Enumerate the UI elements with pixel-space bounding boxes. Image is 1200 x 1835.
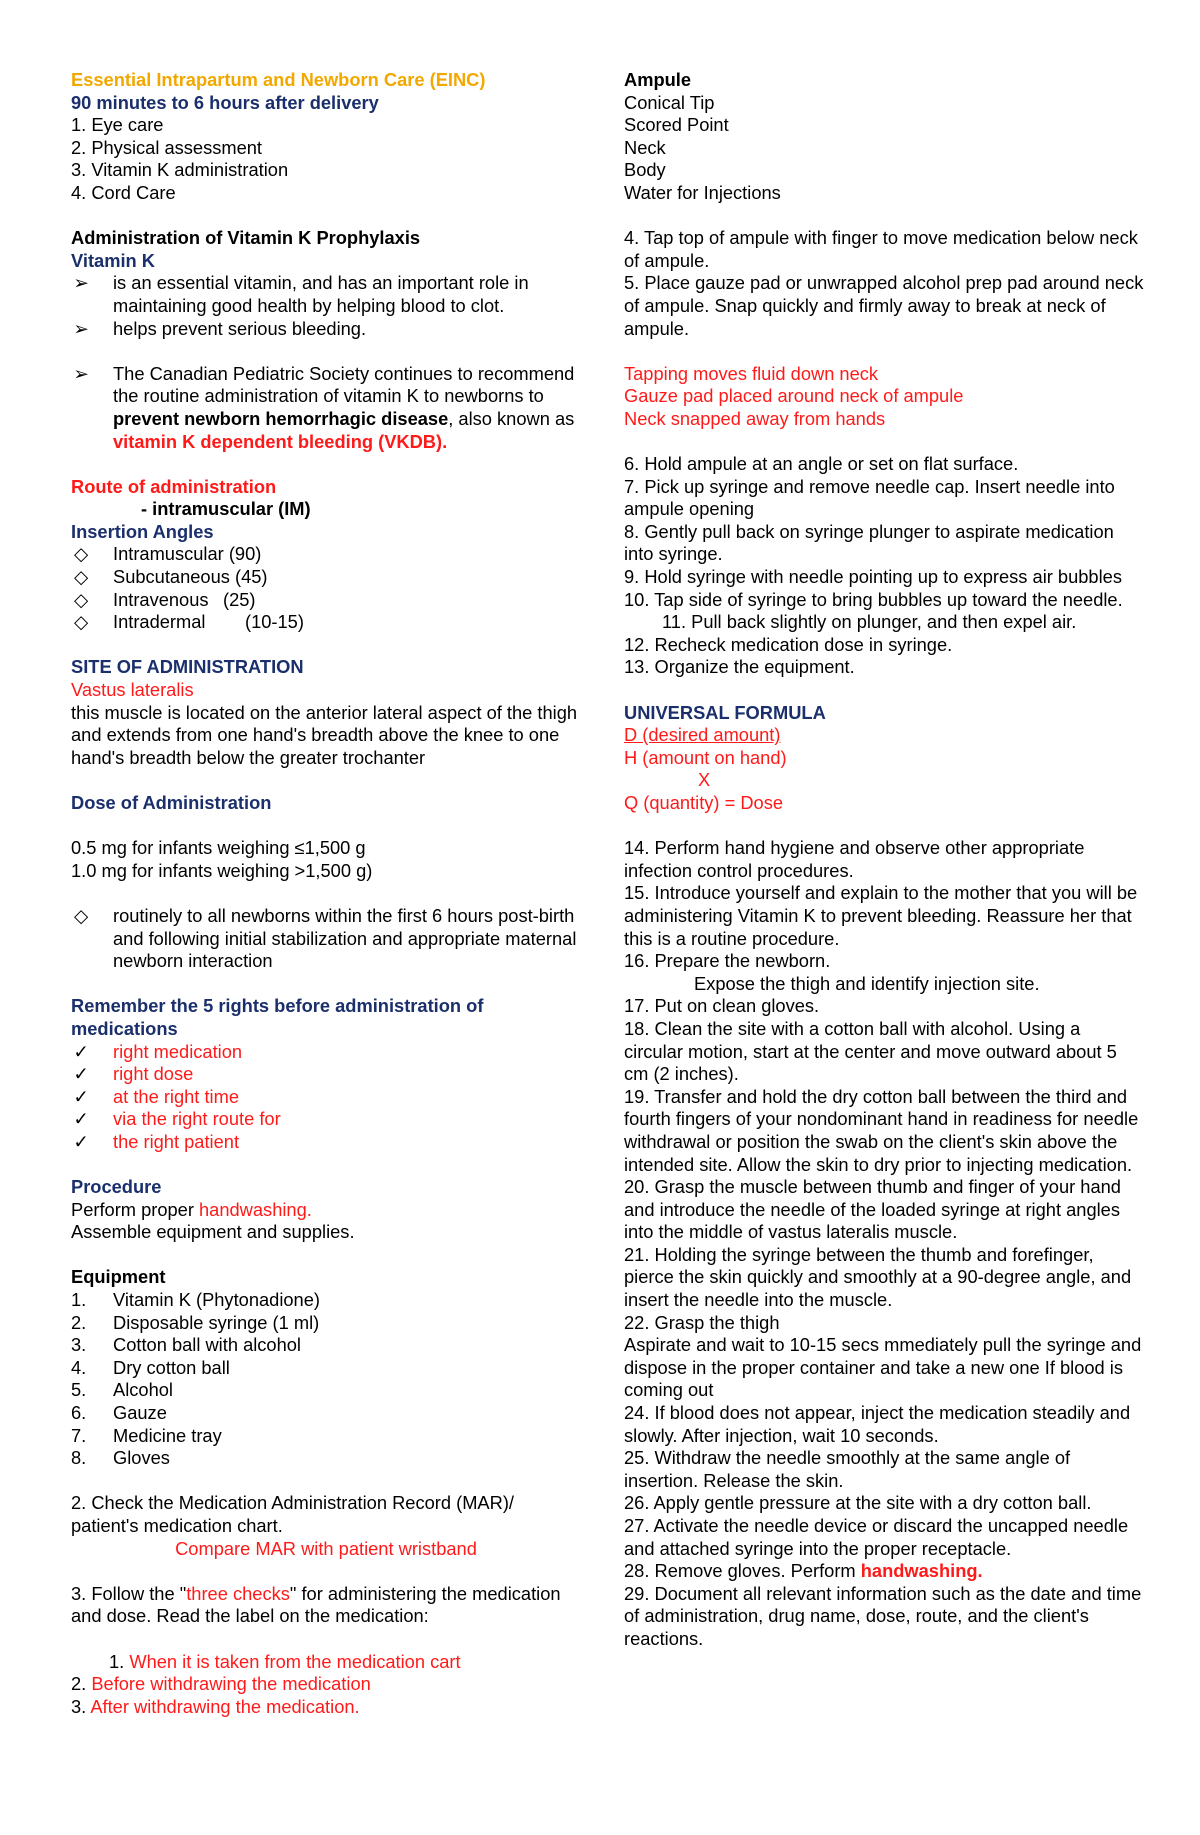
step-paragraph: 21. Holding the syringe between the thumb and forefinger, pierce the skin quickly and smoothly at a 90-degree angle, and insert the needle into the muscle. <box>624 1243 1132 1311</box>
ampule-part: Conical Tip <box>624 91 715 113</box>
step-paragraph: 17. Put on clean gloves. <box>624 995 820 1017</box>
dose-line: 0.5 mg for infants weighing ≤1,500 g <box>71 837 366 859</box>
arrow-bullet-icon: ➢ <box>73 317 89 339</box>
step-paragraph: 24. If blood does not appear, inject the medication steadily and slowly. After injection, wait 10 seconds. <box>624 1402 1131 1446</box>
step-paragraph: 25. Withdraw the needle smoothly at the same angle of insertion. Release the skin. <box>624 1447 1071 1491</box>
dose-line: 1.0 mg for infants weighing >1,500 g) <box>71 859 373 881</box>
route-value: - intramuscular (IM) <box>141 498 311 520</box>
arrow-bullet-icon: ➢ <box>73 272 89 294</box>
diamond-bullet-icon: ◇ <box>73 611 89 633</box>
diamond-bullet-icon: ◇ <box>73 543 89 565</box>
list-item: ➢ helps prevent serious bleeding. <box>71 318 581 341</box>
intro-item: 2. Physical assessment <box>71 136 263 158</box>
dose-heading: Dose of Administration <box>71 792 272 813</box>
step-paragraph: Expose the thigh and identify injection site. <box>694 972 1040 994</box>
rights-heading: Remember the 5 rights before administration of medications <box>71 995 484 1039</box>
list-item: ◇ Subcutaneous (45) <box>71 566 581 589</box>
red-note: Compare MAR with patient wristband <box>175 1537 477 1559</box>
list-item: 6. Gauze <box>71 1402 167 1424</box>
document-title: Essential Intrapartum and Newborn Care (EINC) <box>71 69 486 90</box>
ampule-part: Neck <box>624 136 666 158</box>
step-paragraph: 27. Activate the needle device or discard the uncapped needle and attached syringe into the proper receptacle. <box>624 1515 1129 1559</box>
ampule-part: Water for Injections <box>624 181 781 203</box>
step-paragraph: 20. Grasp the muscle between thumb and finger of your hand and introduce the needle of the loaded syringe at right angles into the middle of vastus lateralis muscle. <box>624 1176 1121 1243</box>
list-item: ✓ at the right time <box>71 1086 581 1109</box>
checkmark-icon: ✓ <box>73 1040 89 1062</box>
step-paragraph: 3. Follow the "three checks" for administering the medication and dose. Read the label on the medication: <box>71 1582 561 1627</box>
step-paragraph: 4. Tap top of ampule with finger to move medication below neck of ampule. <box>624 227 1138 271</box>
step-paragraph: 15. Introduce yourself and explain to the mother that you will be administering Vitamin K to prevent bleeding. Reassure her that this is a routine procedure. <box>624 882 1138 949</box>
formula-line: Q (quantity) = Dose <box>624 792 784 813</box>
list-item: 5. Alcohol <box>71 1379 173 1401</box>
step-paragraph: 10. Tap side of syringe to bring bubbles up toward the needle. <box>624 588 1123 610</box>
procedure-heading: Procedure <box>71 1176 162 1198</box>
step-paragraph: 22. Grasp the thigh <box>624 1311 780 1333</box>
intro-item: 3. Vitamin K administration <box>71 159 289 181</box>
list-item: ✓ the right patient <box>71 1131 581 1154</box>
left-column <box>71 69 581 1718</box>
step-paragraph: 19. Transfer and hold the dry cotton ball between the third and fourth fingers of your nondominant hand in readiness for needle withdrawal or position the swab on the client's skin above the intended site. Allow the skin to dry prior to injecting medication. <box>624 1085 1139 1175</box>
list-item: ✓ right medication <box>71 1041 581 1064</box>
step-paragraph: 12. Recheck medication dose in syringe. <box>624 633 953 655</box>
step-paragraph: 7. Pick up syringe and remove needle cap. Insert needle into ampule opening <box>624 475 1115 520</box>
red-note: Neck snapped away from hands <box>624 407 886 429</box>
angles-heading: Insertion Angles <box>71 520 214 542</box>
procedure-line: Assemble equipment and supplies. <box>71 1221 355 1243</box>
red-note: Gauze pad placed around neck of ampule <box>624 385 964 407</box>
formula-line: X <box>698 769 711 791</box>
list-item: 3. Cotton ball with alcohol <box>71 1334 301 1356</box>
step-paragraph: 5. Place gauze pad or unwrapped alcohol prep pad around neck of ampule. Snap quickly and firmly away to break at neck of ampule. <box>624 272 1144 339</box>
step-paragraph: 28. Remove gloves. Perform handwashing. <box>624 1560 983 1582</box>
formula-line: H (amount on hand) <box>624 746 787 768</box>
site-name: Vastus lateralis <box>71 679 194 701</box>
step-paragraph: Aspirate and wait to 10-15 secs mmediately pull the syringe and dispose in the proper container and take a new one If blood is coming out <box>624 1334 1142 1401</box>
step-paragraph: 9. Hold syringe with needle pointing up to express air bubbles <box>624 566 1122 588</box>
document-subtitle: 90 minutes to 6 hours after delivery <box>71 91 379 113</box>
formula-heading: UNIVERSAL FORMULA <box>624 701 826 723</box>
step-paragraph: 2. Check the Medication Administration Record (MAR)/ patient's medication chart. <box>71 1492 514 1536</box>
list-item: ◇ Intradermal (10-15) <box>71 611 581 634</box>
diamond-bullet-icon: ◇ <box>73 904 89 926</box>
list-item: ✓ via the right route for <box>71 1108 581 1131</box>
step-paragraph: 16. Prepare the newborn. <box>624 950 831 972</box>
step-paragraph: 26. Apply gentle pressure at the site with a dry cotton ball. <box>624 1492 1092 1514</box>
checkmark-icon: ✓ <box>73 1130 89 1152</box>
right-column <box>624 69 1144 1651</box>
list-item: ◇ routinely to all newborns within the first 6 hours post-birth and following initial stabilization and appropriate maternal newborn interaction <box>71 905 581 973</box>
list-item: ➢ is an essential vitamin, and has an important role in maintaining good health by helping blood to clot. <box>71 272 581 317</box>
list-item: 7. Medicine tray <box>71 1424 222 1446</box>
check-item: 2. Before withdrawing the medication <box>71 1673 371 1695</box>
intro-item: 4. Cord Care <box>71 181 176 203</box>
list-item: ◇ Intravenous (25) <box>71 589 581 612</box>
step-paragraph: 18. Clean the site with a cotton ball with alcohol. Using a circular motion, start at the center and move outward about 5 cm (2 inches). <box>624 1017 1117 1085</box>
diamond-bullet-icon: ◇ <box>73 566 89 588</box>
list-item: ✓ right dose <box>71 1063 581 1086</box>
ampule-part: Body <box>624 159 666 181</box>
vitk-heading: Administration of Vitamin K Prophylaxis <box>71 227 421 249</box>
checkmark-icon: ✓ <box>73 1063 89 1085</box>
diamond-bullet-icon: ◇ <box>73 588 89 610</box>
ampule-heading: Ampule <box>624 69 692 90</box>
list-item: 2. Disposable syringe (1 ml) <box>71 1311 320 1333</box>
route-heading: Route of administration <box>71 475 277 497</box>
list-item: 8. Gloves <box>71 1447 170 1469</box>
check-item: 1. When it is taken from the medication cart <box>109 1650 461 1672</box>
red-note: Tapping moves fluid down neck <box>624 362 879 384</box>
intro-item: 1. Eye care <box>71 114 164 136</box>
equipment-heading: Equipment <box>71 1266 166 1288</box>
vitk-subheading: Vitamin K <box>71 249 155 271</box>
step-paragraph: 11. Pull back slightly on plunger, and then expel air. <box>662 611 1077 633</box>
site-heading: SITE OF ADMINISTRATION <box>71 656 304 678</box>
site-description: this muscle is located on the anterior lateral aspect of the thigh and extends from one hand's breadth above the knee to one hand's breadth below the greater trochanter <box>71 701 578 768</box>
list-item: 1. Vitamin K (Phytonadione) <box>71 1289 320 1311</box>
step-paragraph: 29. Document all relevant information such as the date and time of administration, drug name, dose, route, and the client's reactions. <box>624 1582 1142 1649</box>
step-paragraph: 8. Gently pull back on syringe plunger to aspirate medication into syringe. <box>624 520 1114 565</box>
step-paragraph: 14. Perform hand hygiene and observe other appropriate infection control procedures. <box>624 837 1085 881</box>
ampule-part: Scored Point <box>624 114 729 136</box>
checkmark-icon: ✓ <box>73 1108 89 1130</box>
list-item: ◇ Intramuscular (90) <box>71 543 581 566</box>
list-item: 4. Dry cotton ball <box>71 1356 230 1378</box>
check-item: 3. After withdrawing the medication. <box>71 1695 360 1717</box>
step-paragraph: 6. Hold ampule at an angle or set on flat surface. <box>624 453 1019 475</box>
formula-line: D (desired amount) <box>624 724 781 746</box>
checkmark-icon: ✓ <box>73 1085 89 1107</box>
procedure-line: Perform proper handwashing. <box>71 1198 312 1220</box>
step-paragraph: 13. Organize the equipment. <box>624 656 855 678</box>
list-item: ➢ The Canadian Pediatric Society continues to recommend the routine administration of vitamin K to newborns to prevent newborn hemorrhagic disease, also known as vitamin K dependent bleeding (VKDB). <box>71 363 581 453</box>
arrow-bullet-icon: ➢ <box>73 362 89 384</box>
